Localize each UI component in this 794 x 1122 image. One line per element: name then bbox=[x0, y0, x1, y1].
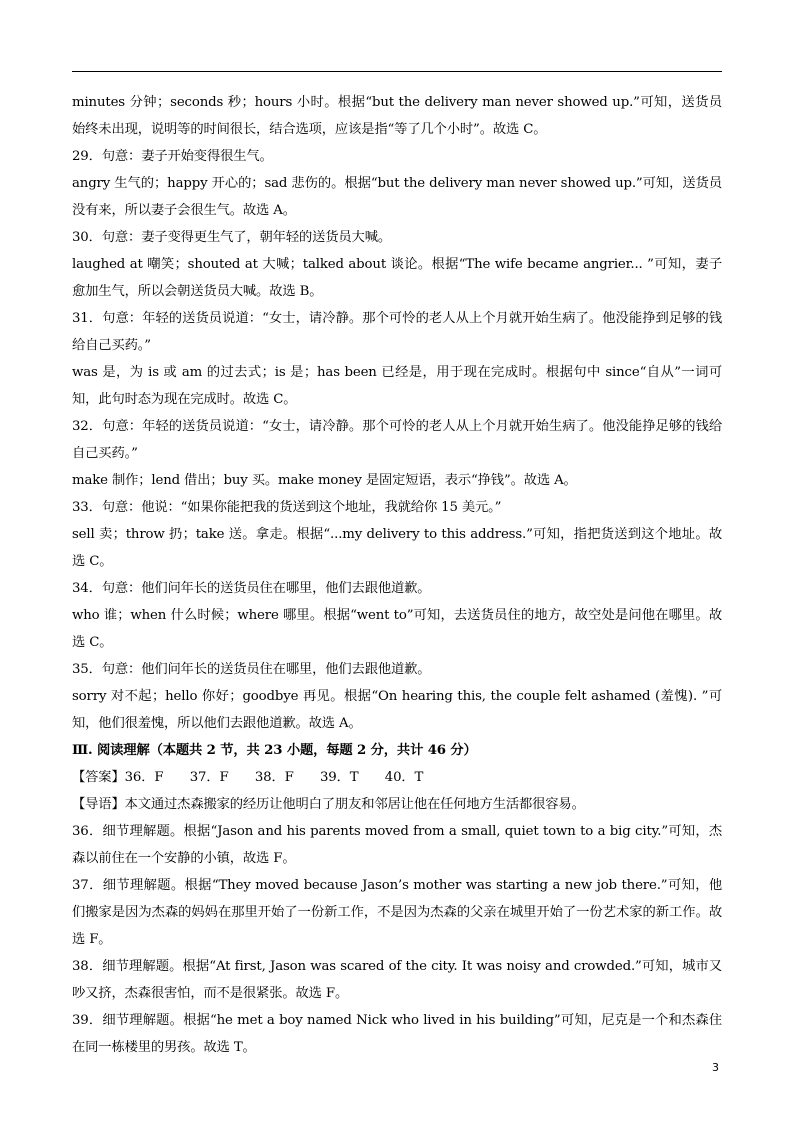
paragraph-q31-explanation: was 是，为 is 或 am 的过去式；is 是；has been 已经是，用于现在完成时。根据句中 since“自从”一词可知，此句时态为现在完成时。故选 C。 bbox=[72, 365, 722, 407]
paragraph-q30-meaning: 30．句意：妻子变得更生气了，朝年轻的送货员大喊。 bbox=[72, 230, 391, 245]
paragraph-q38: 38．细节理解题。根据“At first, Jason was scared of the city. It was noisy and crowded.”可知，城市又吵又挤，杰森很害怕，而不是很紧张。故选 F。 bbox=[72, 959, 722, 1001]
paragraph-q28-explanation: minutes 分钟；seconds 秒；hours 小时。根据“but the delivery man never showed up.”可知，送货员始终未出现，说明等的时间很长，结合选项，应该是指“等了几个小时”。故选 C。 bbox=[72, 95, 722, 137]
paragraph-q32-explanation: make 制作；lend 借出；buy 买。make money 是固定短语，表示“挣钱”。故选 A。 bbox=[72, 473, 577, 488]
document-body bbox=[72, 89, 722, 1061]
header-rule bbox=[72, 71, 722, 72]
paragraph-q31-meaning: 31．句意：年轻的送货员说道：“女士，请冷静。那个可怜的老人从上个月就开始生病了。他没能挣到足够的钱给自己买药。” bbox=[72, 311, 722, 353]
paragraph-q35-meaning: 35．句意：他们问年长的送货员住在哪里，他们去跟他道歉。 bbox=[72, 662, 431, 677]
page-number: 3 bbox=[712, 1061, 719, 1074]
paragraph-q33-meaning: 33．句意：他说：“如果你能把我的货送到这个地址，我就给你 15 美元。” bbox=[72, 500, 502, 515]
intro-line: 【导语】本文通过杰森搬家的经历让他明白了朋友和邻居让他在任何地方生活都很容易。 bbox=[72, 797, 585, 812]
paragraph-q33-explanation: sell 卖；throw 扔；take 送。拿走。根据“...my delivery to this address.”可知，指把货送到这个地址。故选 C。 bbox=[72, 527, 722, 569]
paragraph-q29-meaning: 29．句意：妻子开始变得很生气。 bbox=[72, 149, 273, 164]
section-heading-reading: Ⅲ. 阅读理解（本题共 2 节，共 23 小题，每题 2 分，共计 46 分） bbox=[72, 743, 477, 758]
paragraph-q34-explanation: who 谁；when 什么时候；where 哪里。根据“went to”可知，去送货员住的地方，故空处是问他在哪里。故选 C。 bbox=[72, 608, 722, 650]
paragraph-q35-explanation: sorry 对不起；hello 你好；goodbye 再见。根据“On hearing this, the couple felt ashamed (羞愧). ”可知，他们很羞愧，所以他们去跟他道歉。故选 A。 bbox=[72, 689, 722, 731]
paragraph-q39: 39．细节理解题。根据“he met a boy named Nick who lived in his building”可知，尼克是一个和杰森住在同一栋楼里的男孩。故选 T。 bbox=[72, 1013, 722, 1055]
paragraph-q34-meaning: 34．句意：他们问年长的送货员住在哪里，他们去跟他道歉。 bbox=[72, 581, 431, 596]
paragraph-q37: 37．细节理解题。根据“They moved because Jason’s mother was starting a new job there.”可知，他们搬家是因为杰森的妈妈在那里开始了一份新工作，不是因为杰森的父亲在城里开始了一份艺术家的新工作。故选 F。 bbox=[72, 878, 722, 947]
paragraph-q36: 36．细节理解题。根据“Jason and his parents moved from a small, quiet town to a big city.”可知，杰森以前住在一个安静的小镇，故选 F。 bbox=[72, 824, 722, 866]
answer-key-line: 【答案】36．F 37．F 38．F 39．T 40．T bbox=[72, 770, 424, 785]
paragraph-q32-meaning: 32．句意：年轻的送货员说道：“女士，请冷静。那个可怜的老人从上个月就开始生病了。他没能挣足够的钱给自己买药。” bbox=[72, 419, 722, 461]
paragraph-q29-explanation: angry 生气的；happy 开心的；sad 悲伤的。根据“but the delivery man never showed up.”可知，送货员没有来，所以妻子会很生气。故选 A。 bbox=[72, 176, 722, 218]
paragraph-q30-explanation: laughed at 嘲笑；shouted at 大喊；talked about 谈论。根据“The wife became angrier... ”可知，妻子愈加生气，所以会朝送货员大喊。故选 B。 bbox=[72, 257, 722, 299]
